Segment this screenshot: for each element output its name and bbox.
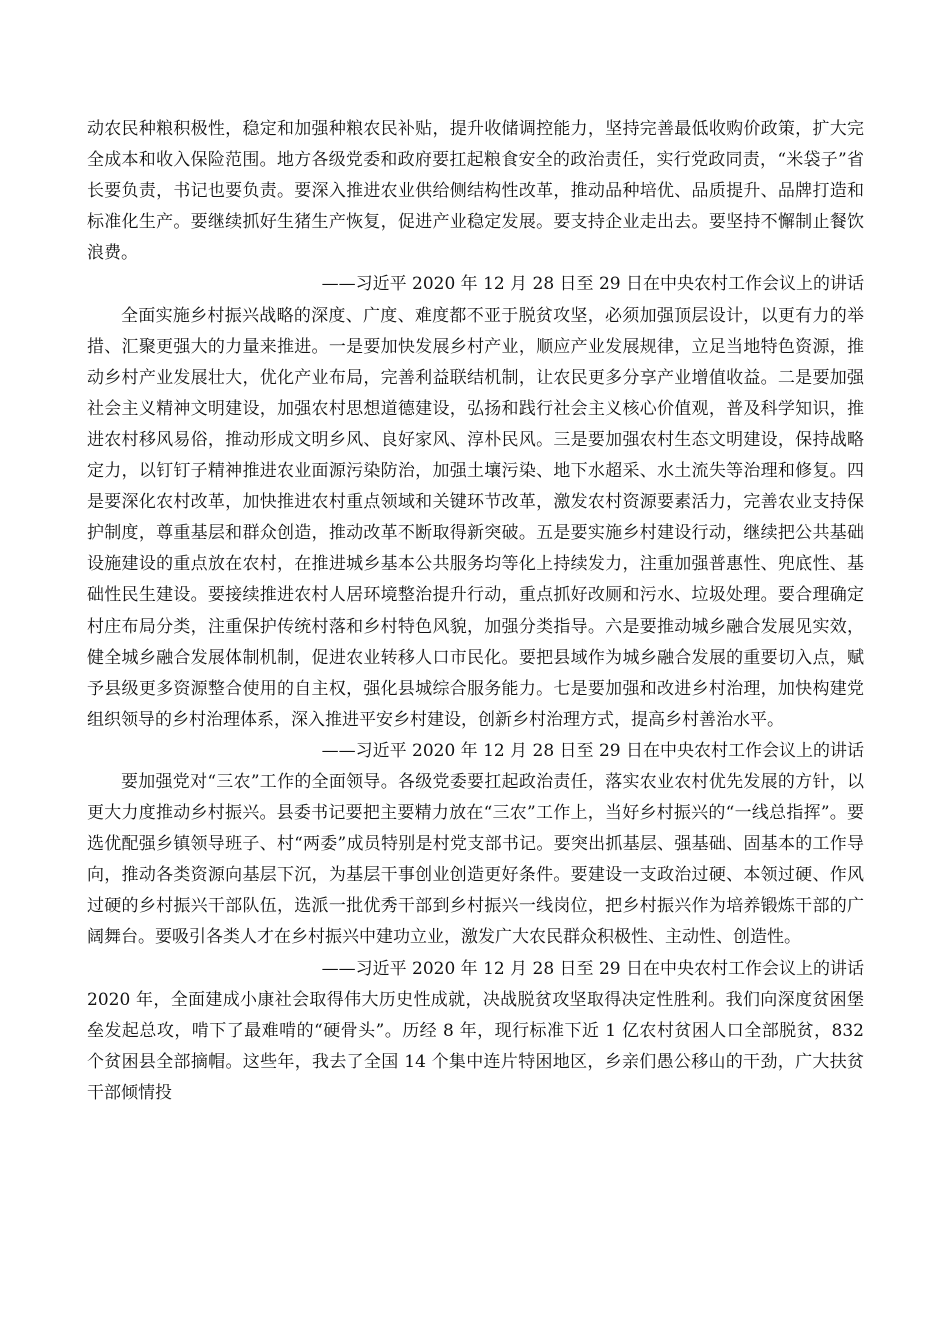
source-attribution: ——习近平 2020 年 12 月 28 日至 29 日在中央农村工作会议上的讲话 [321,740,864,761]
paragraph-grain-policy: 动农民种粮积极性，稳定和加强种粮农民补贴，提升收储调控能力，坚持完善最低收购价政策，扩大完全成本和收入保险范围。地方各级党委和政府要扛起粮食安全的政治责任，实行党政同责，“米袋子”省长要负责，书记也要负责。要深入推进农业供给侧结构性改革，推动品种培优、品质提升、品牌打造和标准化生产。要继续抓好生猪生产恢复，促进产业稳定发展。要支持企业走出去。要坚持不懈制止餐饮浪费。 [87,119,864,264]
source-attribution: ——习近平 2020 年 12 月 28 日至 29 日在中央农村工作会议上的讲话 [321,274,864,295]
paragraph-rural-revitalization: 全面实施乡村振兴战略的深度、广度、难度都不亚于脱贫攻坚，必须加强顶层设计，以更有力的举措、汇聚更强大的力量来推进。一是要加快发展乡村产业，顺应产业发展规律，立足当地特色资源，推动乡村产业发展壮大，优化产业布局，完善利益联结机制，让农民更多分享产业增值收益。二是要加强社会主义精神文明建设，加强农村思想道德建设，弘扬和践行社会主义核心价值观，普及科学知识，推进农村移风易俗，推动形成文明乡风、良好家风、淳朴民风。三是要加强农村生态文明建设，保持战略定力，以钉钉子精神推进农业面源污染防治，加强土壤污染、地下水超采、水土流失等治理和修复。四是要深化农村改革，加快推进农村重点领域和关键环节改革，激发农村资源要素活力，完善农业支持保护制度，尊重基层和群众创造，推动改革不断取得新突破。五是要实施乡村建设行动，继续把公共基础设施建设的重点放在农村，在推进城乡基本公共服务均等化上持续发力，注重加强普惠性、兜底性、基础性民生建设。要接续推进农村人居环境整治提升行动，重点抓好改厕和污水、垃圾处理。要合理确定村庄布局分类，注重保护传统村落和乡村特色风貌，加强分类指导。六是要推动城乡融合发展见实效，健全城乡融合发展体制机制，促进农业转移人口市民化。要把县域作为城乡融合发展的重要切入点，赋予县级更多资源整合使用的自主权，强化县城综合服务能力。七是要加强和改进乡村治理，加快构建党组织领导的乡村治理体系，深入推进平安乡村建设，创新乡村治理方式，提高乡村善治水平。 [87,305,864,730]
paragraph-poverty-alleviation: 2020 年，全面建成小康社会取得伟大历史性成就，决战脱贫攻坚取得决定性胜利。我们向深度贫困堡垒发起总攻，啃下了最难啃的“硬骨头”。历经 8 年，现行标准下近 1 亿农村贫困人口全部脱贫，832 个贫困县全部摘帽。这些年，我去了全国 14 个集中连片特困地区，乡亲们愚公移山的干劲，广大扶贫干部倾情投 [87,989,864,1103]
source-attribution: ——习近平 2020 年 12 月 28 日至 29 日在中央农村工作会议上的讲话 [321,958,864,979]
document-page [87,114,864,1109]
paragraph-party-leadership: 要加强党对“三农”工作的全面领导。各级党委要扛起政治责任，落实农业农村优先发展的方针，以更大力度推动乡村振兴。县委书记要把主要精力放在“三农”工作上，当好乡村振兴的“一线总指挥”。要选优配强乡镇领导班子、村“两委”成员特别是村党支部书记。要突出抓基层、强基础、固基本的工作导向，推动各类资源向基层下沉，为基层干事创业创造更好条件。要建设一支政治过硬、本领过硬、作风过硬的乡村振兴干部队伍，选派一批优秀干部到乡村振兴一线岗位，把乡村振兴作为培养锻炼干部的广阔舞台。要吸引各类人才在乡村振兴中建功立业，激发广大农民群众积极性、主动性、创造性。 [87,771,864,948]
